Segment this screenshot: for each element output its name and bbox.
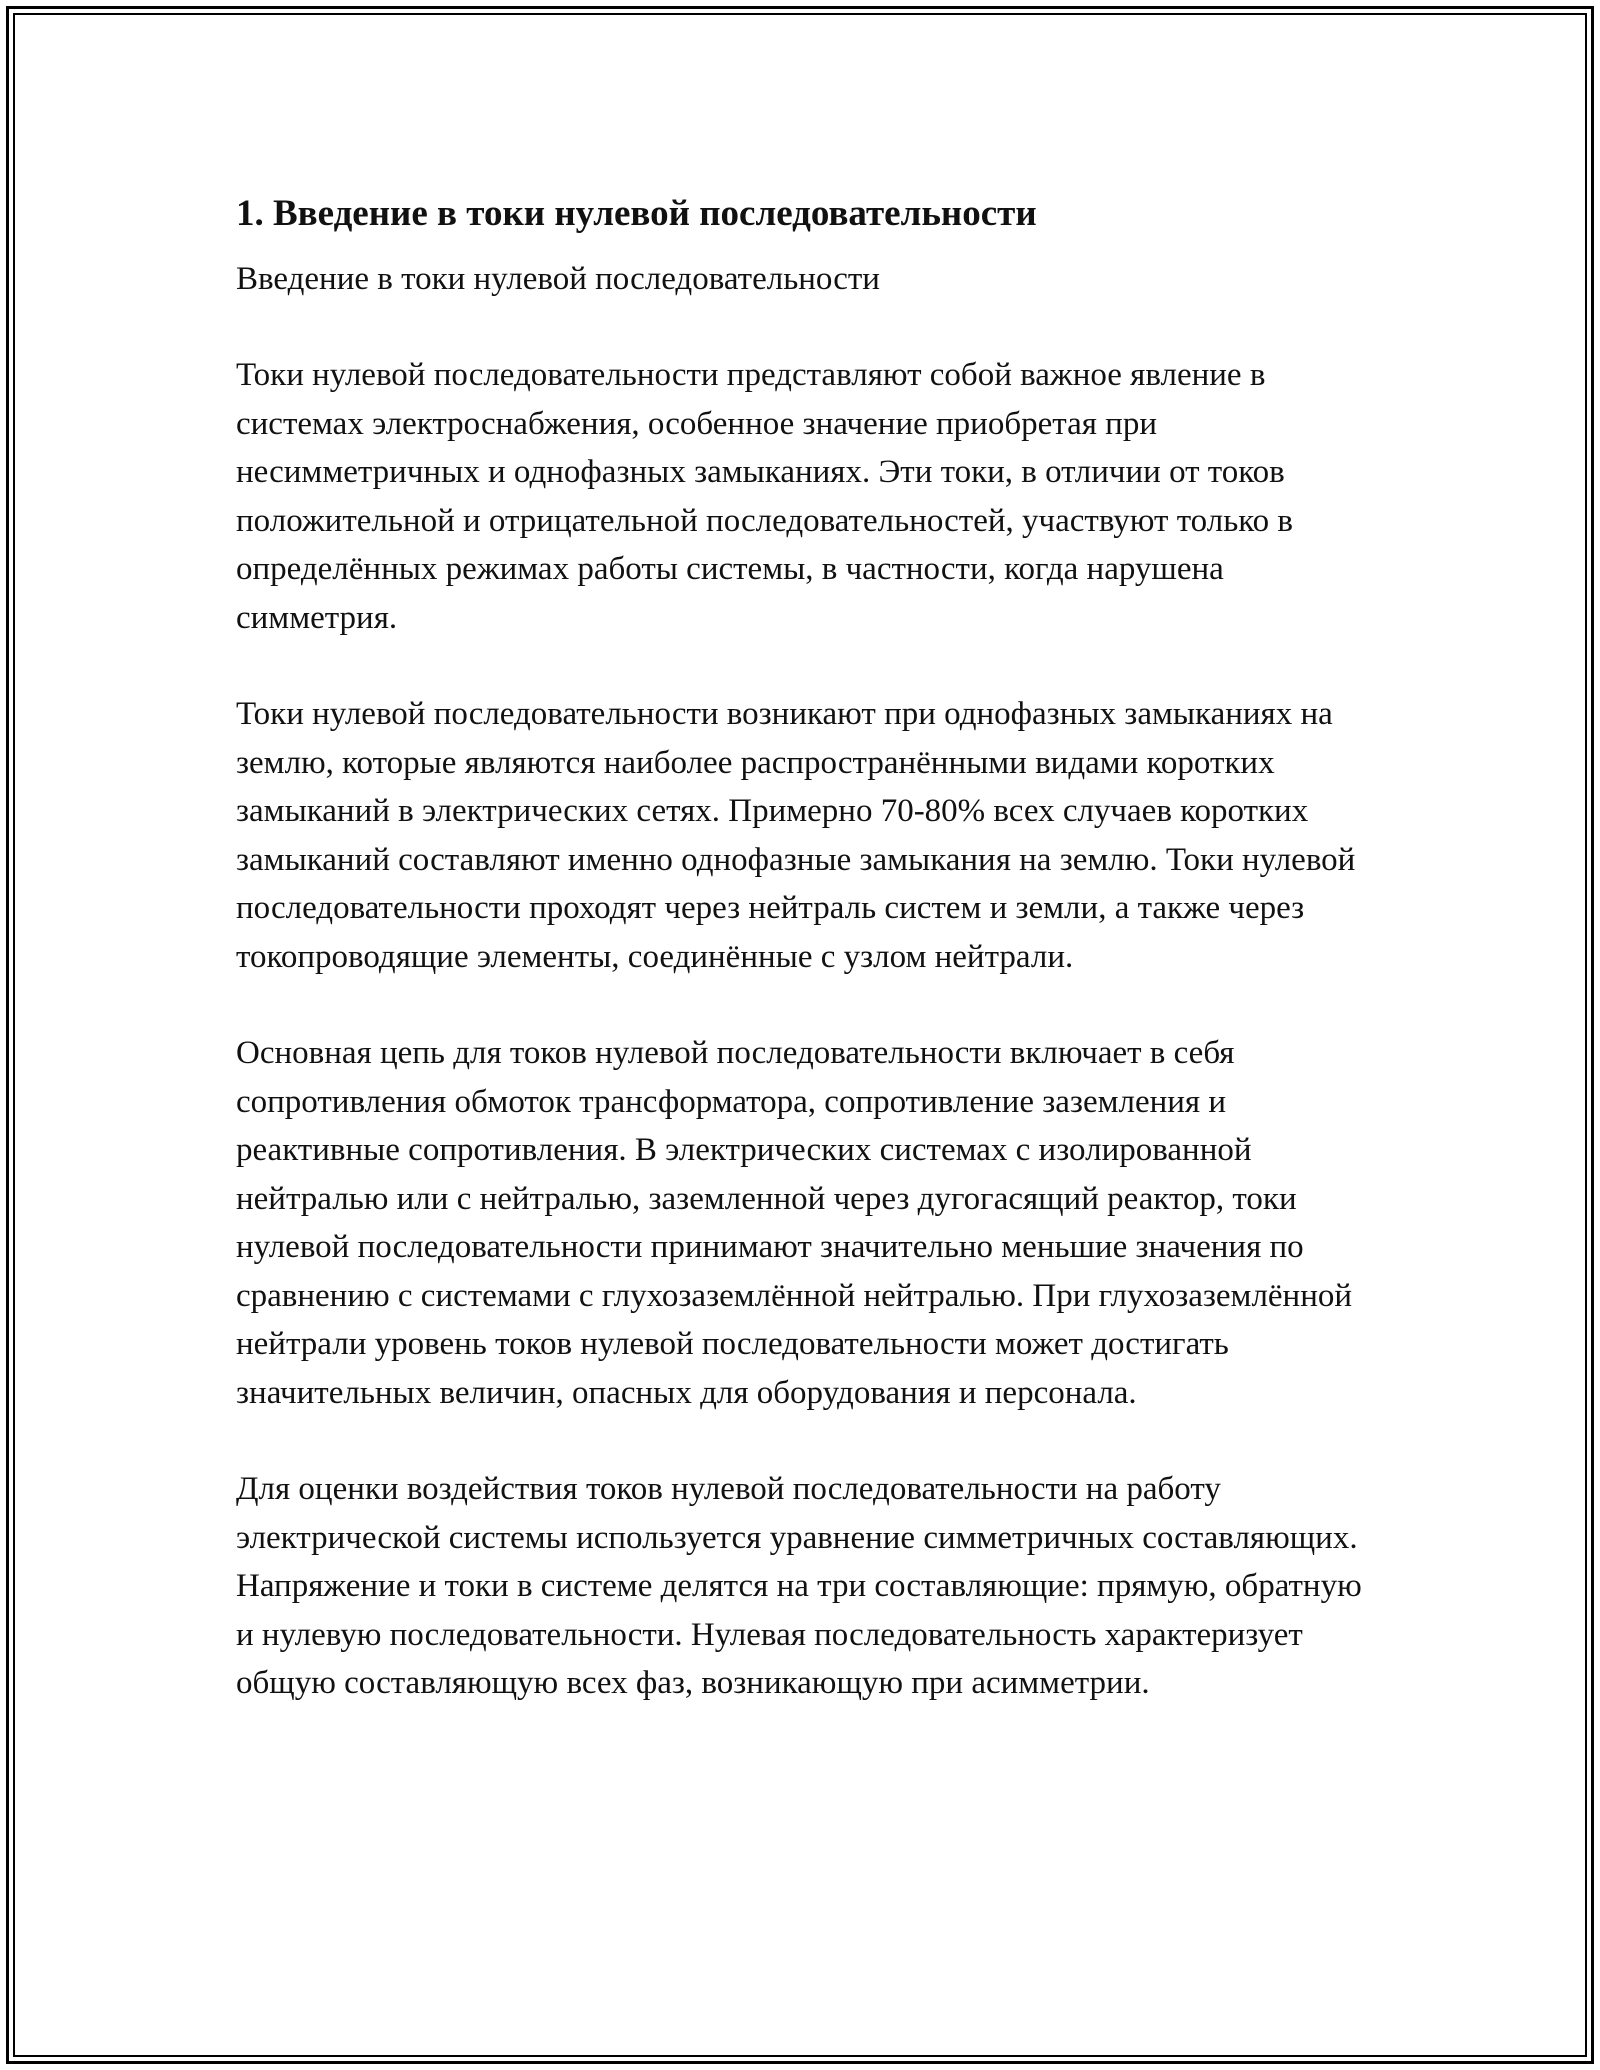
paragraph-1: Токи нулевой последовательности представляют собой важное явление в системах электроснабжения, особенное значение приобретая при несимметричных и однофазных замыканиях. Эти токи, в отличии от токов положительной и отрицательной последовательностей, участвуют только в определённых режимах работы системы, в частности, когда нарушена симметрия. (236, 357, 1293, 636)
paragraph-2: Токи нулевой последовательности возникают при однофазных замыканиях на землю, которые являются наиболее распространёнными видами коротких замыканий в электрических сетях. Примерно 70-80% всех случаев коротких замыканий составляют именно однофазные замыкания на землю. Токи нулевой последовательности проходят через нейтраль систем и земли, а также через токопроводящие элементы, соединённые с узлом нейтрали. (236, 696, 1356, 975)
section-subheading: Введение в токи нулевой последовательности (236, 261, 880, 297)
paragraph-4: Для оценки воздействия токов нулевой последовательности на работу электрической системы используется уравнение симметричных составляющих. Напряжение и токи в системе делятся на три составляющие: прямую, обратную и нулевую последовательности. Нулевая последовательность характеризует общую составляющую всех фаз, возникающую при асимметрии. (236, 1471, 1362, 1701)
document-body (236, 188, 1376, 1708)
paragraph-3: Основная цепь для токов нулевой последовательности включает в себя сопротивления обмоток трансформатора, сопротивление заземления и реактивные сопротивления. В электрических системах с изолированной нейтралью или с нейтралью, заземленной через дугогасящий реактор, токи нулевой последовательности принимают значительно меньшие значения по сравнению с системами с глухозаземлённой нейтралью. При глухозаземлённой нейтрали уровень токов нулевой последовательности может достигать значительных величин, опасных для оборудования и персонала. (236, 1035, 1353, 1411)
section-heading: 1. Введение в токи нулевой последовательности (236, 193, 1037, 234)
